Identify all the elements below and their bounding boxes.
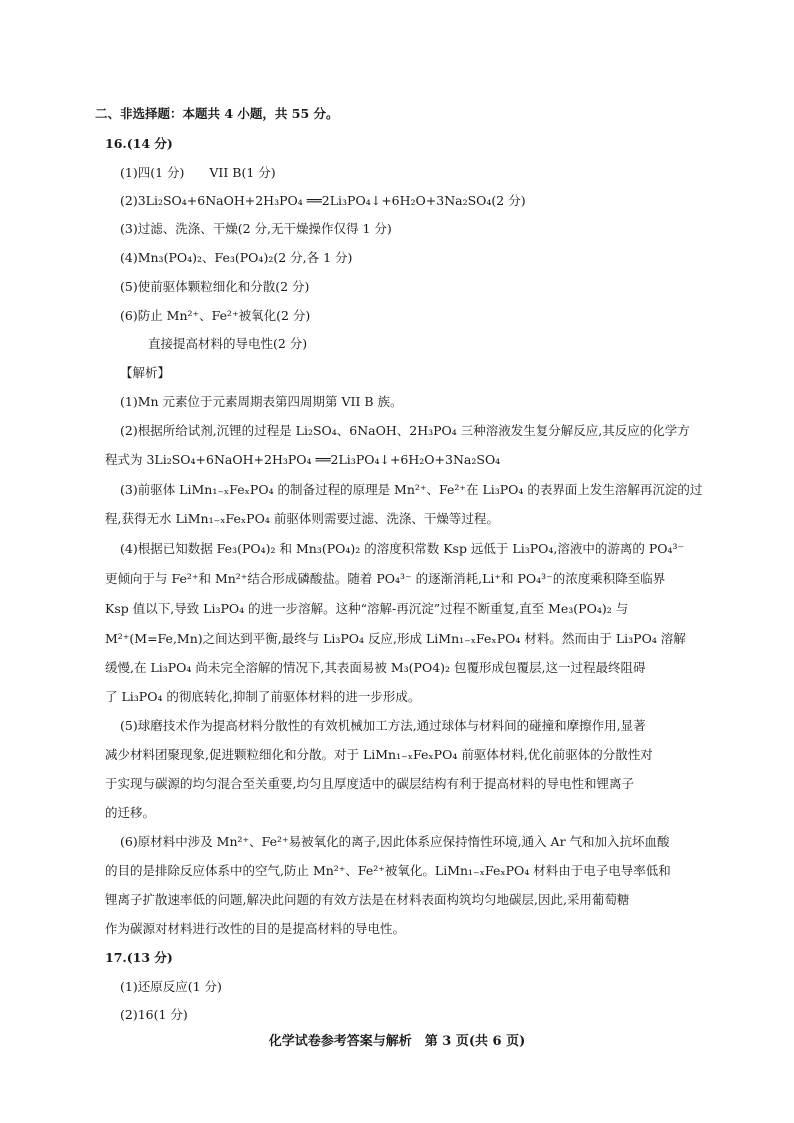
analysis-line: 程式为 3Li₂SO₄+6NaOH+2H₃PO₄ ══2Li₃PO₄↓+6H₂O+3Na₂SO₄ xyxy=(105,452,501,467)
analysis-line: 的迁移。 xyxy=(105,805,156,820)
analysis-line: (5)球磨技术作为提高材料分散性的有效机械加工方法,通过球体与材料间的碰撞和摩擦作用,显著 xyxy=(120,718,646,733)
analysis-line: 锂离子扩散速率低的问题,解决此问题的有效方法是在材料表面构筑均匀地碳层,因此,采用葡萄糖 xyxy=(105,892,630,907)
analysis-line: (1)Mn 元素位于元素周期表第四周期第 VII B 族。 xyxy=(120,394,403,409)
analysis-line: 更倾向于与 Fe²⁺和 Mn²⁺结合形成磷酸盐。随着 PO₄³⁻ 的逐渐消耗,Li⁺和 PO₄³⁻的浓度乘积降至临界 xyxy=(105,571,666,586)
analysis-line: 缓慢,在 Li₃PO₄ 尚未完全溶解的情况下,其表面易被 M₃(PO4)₂ 包覆形成包覆层,这一过程最终阻碍 xyxy=(105,660,646,675)
section-header: 二、非选择题：本题共 4 小题，共 55 分。 xyxy=(95,106,339,121)
q16-answer-2: (2)3Li₂SO₄+6NaOH+2H₃PO₄ ══2Li₃PO₄↓+6H₂O+3Na₂SO₄(2 分) xyxy=(120,193,526,208)
q16-answer-1: (1)四(1 分) VII B(1 分) xyxy=(120,165,276,180)
analysis-line: 的目的是排除反应体系中的空气,防止 Mn²⁺、Fe²⁺被氧化。LiMn₁₋ₓFeₓPO₄ 材料由于电子电导率低和 xyxy=(105,863,671,878)
q16-answer-5: (5)使前驱体颗粒细化和分散(2 分) xyxy=(120,279,310,294)
analysis-line: (2)根据所给试剂,沉锂的过程是 Li₂SO₄、6NaOH、2H₃PO₄ 三种溶液发生复分解反应,其反应的化学方 xyxy=(120,423,690,438)
analysis-line: (6)原材料中涉及 Mn²⁺、Fe²⁺易被氧化的离子,因此体系应保持惰性环境,通入 Ar 气和加入抗坏血酸 xyxy=(120,834,670,849)
page-footer: 化学试卷参考答案与解析 第 3 页(共 6 页) xyxy=(268,1034,526,1049)
analysis-line: 减少材料团聚现象,促进颗粒细化和分散。对于 LiMn₁₋ₓFeₓPO₄ 前驱体材料,优化前驱体的分散性对 xyxy=(105,747,653,762)
q16-answer-3: (3)过滤、洗涤、干燥(2 分,无干燥操作仅得 1 分) xyxy=(120,221,392,236)
q16-answer-4: (4)Mn₃(PO₄)₂、Fe₃(PO₄)₂(2 分,各 1 分) xyxy=(120,250,353,265)
q17-answer-1: (1)还原反应(1 分) xyxy=(120,979,222,994)
analysis-line: (3)前驱体 LiMn₁₋ₓFeₓPO₄ 的制备过程的原理是 Mn²⁺、Fe²⁺在 Li₃PO₄ 的表界面上发生溶解再沉淀的过 xyxy=(120,482,703,497)
q17-answer-2: (2)16(1 分) xyxy=(120,1007,188,1022)
q16-answer-6b: 直接提高材料的导电性(2 分) xyxy=(148,336,308,351)
analysis-line: M²⁺(M=Fe,Mn)之间达到平衡,最终与 Li₃PO₄ 反应,形成 LiMn₁₋ₓFeₓPO₄ 材料。然而由于 Li₃PO₄ 溶解 xyxy=(105,631,686,646)
analysis-line: Ksp 值以下,导致 Li₃PO₄ 的进一步溶解。这种“溶解-再沉淀”过程不断重复,直至 Me₃(PO₄)₂ 与 xyxy=(105,601,629,616)
analysis-line: 作为碳源对材料进行改性的目的是提高材料的导电性。 xyxy=(105,921,406,936)
q16-answer-6: (6)防止 Mn²⁺、Fe²⁺被氧化(2 分) xyxy=(120,308,311,323)
question-17-title: 17.(13 分) xyxy=(105,950,173,965)
analysis-line: 了 Li₃PO₄ 的彻底转化,抑制了前驱体材料的进一步形成。 xyxy=(105,689,421,704)
analysis-line: (4)根据已知数据 Fe₃(PO₄)₂ 和 Mn₃(PO₄)₂ 的溶度积常数 Ksp 远低于 Li₃PO₄,溶液中的游离的 PO₄³⁻ xyxy=(120,541,685,556)
question-16-title: 16.(14 分) xyxy=(105,136,173,151)
analysis-line: 程,获得无水 LiMn₁₋ₓFeₓPO₄ 前驱体则需要过滤、洗涤、干燥等过程。 xyxy=(105,511,499,526)
analysis-label: 【解析】 xyxy=(120,365,171,380)
analysis-line: 于实现与碳源的均匀混合至关重要,均匀且厚度适中的碳层结构有利于提高材料的导电性和锂离子 xyxy=(105,776,634,791)
